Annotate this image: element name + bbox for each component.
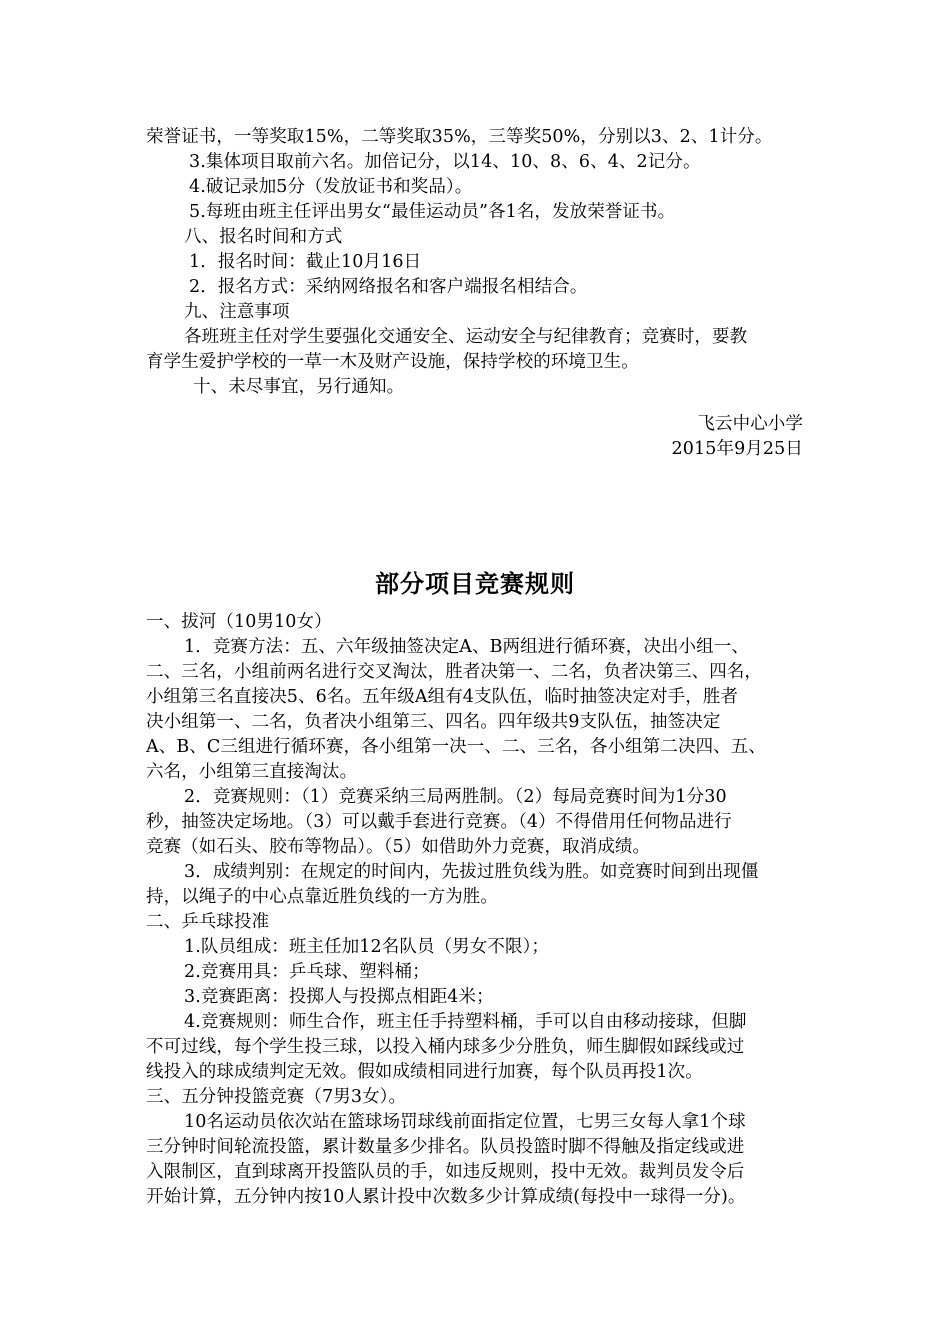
paragraph-line: 2．报名方式：采纳网络报名和客户端报名相结合。 — [189, 277, 588, 297]
paragraph-line: 秒，抽签决定场地。（3）可以戴手套进行竞赛。（4）不得借用任何物品进行 — [146, 812, 732, 832]
section-heading: 九、注意事项 — [184, 302, 290, 322]
paragraph-line: 1．竞赛方法：五、六年级抽签决定A、B两组进行循环赛，决出小组一、 — [184, 637, 749, 657]
paragraph-line: 10名运动员依次站在篮球场罚球线前面指定位置，七男三女每人拿1个球 — [184, 1112, 746, 1132]
paragraph-line: 小组第三名直接决5、6名。五年级A组有4支队伍，临时抽签决定对手，胜者 — [146, 687, 739, 707]
paragraph-line: 入限制区，直到球离开投篮队员的手，如违反规则，投中无效。裁判员发令后 — [146, 1162, 745, 1182]
paragraph-line: 开始计算，五分钟内按10人累计投中次数多少计算成绩(每投中一球得一分)。 — [146, 1187, 746, 1207]
paragraph-line: 决小组第一、二名，负者决小组第三、四名。四年级共9支队伍，抽签决定 — [146, 712, 721, 732]
paragraph-line: 4.破记录加5分（发放证书和奖品）。 — [189, 177, 473, 197]
section-heading: 三、五分钟投篮竞赛（7男3女）。 — [146, 1087, 407, 1107]
paragraph-line: 持，以绳子的中心点靠近胜负线的一方为胜。 — [146, 887, 498, 907]
paragraph-line: 六名，小组第三直接淘汰。 — [146, 762, 358, 782]
paragraph-line: 3.集体项目取前六名。加倍记分，以14、10、8、6、4、2记分。 — [189, 152, 701, 172]
paragraph-line: 1．报名时间：截止10月16日 — [189, 252, 422, 272]
paragraph-line: 各班班主任对学生要强化交通安全、运动安全与纪律教育；竞赛时，要教 — [184, 327, 748, 347]
paragraph-line: 线投入的球成绩判定无效。假如成绩相同进行加赛，每个队员再投1次。 — [146, 1062, 703, 1082]
paragraph-line: 2.竞赛用具：乒乓球、塑料桶； — [184, 962, 430, 982]
paragraph-line: A、B、C三组进行循环赛，各小组第一决一、二、三名，各小组第二决四、五、 — [146, 737, 766, 757]
paragraph-line: 4.竞赛规则：师生合作，班主任手持塑料桶，手可以自由移动接球，但脚 — [184, 1012, 747, 1032]
paragraph-line: 3.竞赛距离：投掷人与投掷点相距4米； — [184, 987, 494, 1007]
paragraph-line: 竞赛（如石头、胶布等物品）。（5）如借助外力竞赛，取消成绩。 — [146, 837, 651, 857]
paragraph-line: 2．竞赛规则：（1）竞赛采纳三局两胜制。（2）每局竞赛时间为1分30 — [184, 787, 727, 807]
section-heading: 一、拔河（10男10女） — [146, 612, 332, 632]
section-heading: 八、报名时间和方式 — [184, 227, 343, 247]
section-heading: 二、乒乓球投准 — [146, 912, 270, 932]
paragraph-line: 不可过线，每个学生投三球，以投入桶内球多少分胜负，师生脚假如踩线或过 — [146, 1037, 745, 1057]
rules-title: 部分项目竞赛规则 — [375, 570, 575, 598]
paragraph-line: 荣誉证书，一等奖取15%，二等奖取35%，三等奖50%，分别以3、2、1计分。 — [146, 127, 773, 147]
signature-date: 2015年9月25日 — [671, 439, 803, 459]
signature-org: 飞云中心小学 — [697, 414, 803, 434]
paragraph-line: 3．成绩判别：在规定的时间内，先拔过胜负线为胜。如竞赛时间到出现僵 — [184, 862, 759, 882]
paragraph-line: 1.队员组成：班主任加12名队员（男女不限）； — [184, 937, 550, 957]
paragraph-line: 5.每班由班主任评出男女“最佳运动员”各1名，发放荣誉证书。 — [189, 202, 676, 222]
paragraph-line: 十、未尽事宜，另行通知。 — [193, 377, 405, 397]
paragraph-line: 育学生爱护学校的一草一木及财产设施，保持学校的环境卫生。 — [146, 352, 639, 372]
paragraph-line: 三分钟时间轮流投篮，累计数量多少排名。队员投篮时脚不得触及指定线或进 — [146, 1137, 745, 1157]
paragraph-line: 二、三名，小组前两名进行交叉淘汰，胜者决第一、二名，负者决第三、四名， — [146, 662, 762, 682]
